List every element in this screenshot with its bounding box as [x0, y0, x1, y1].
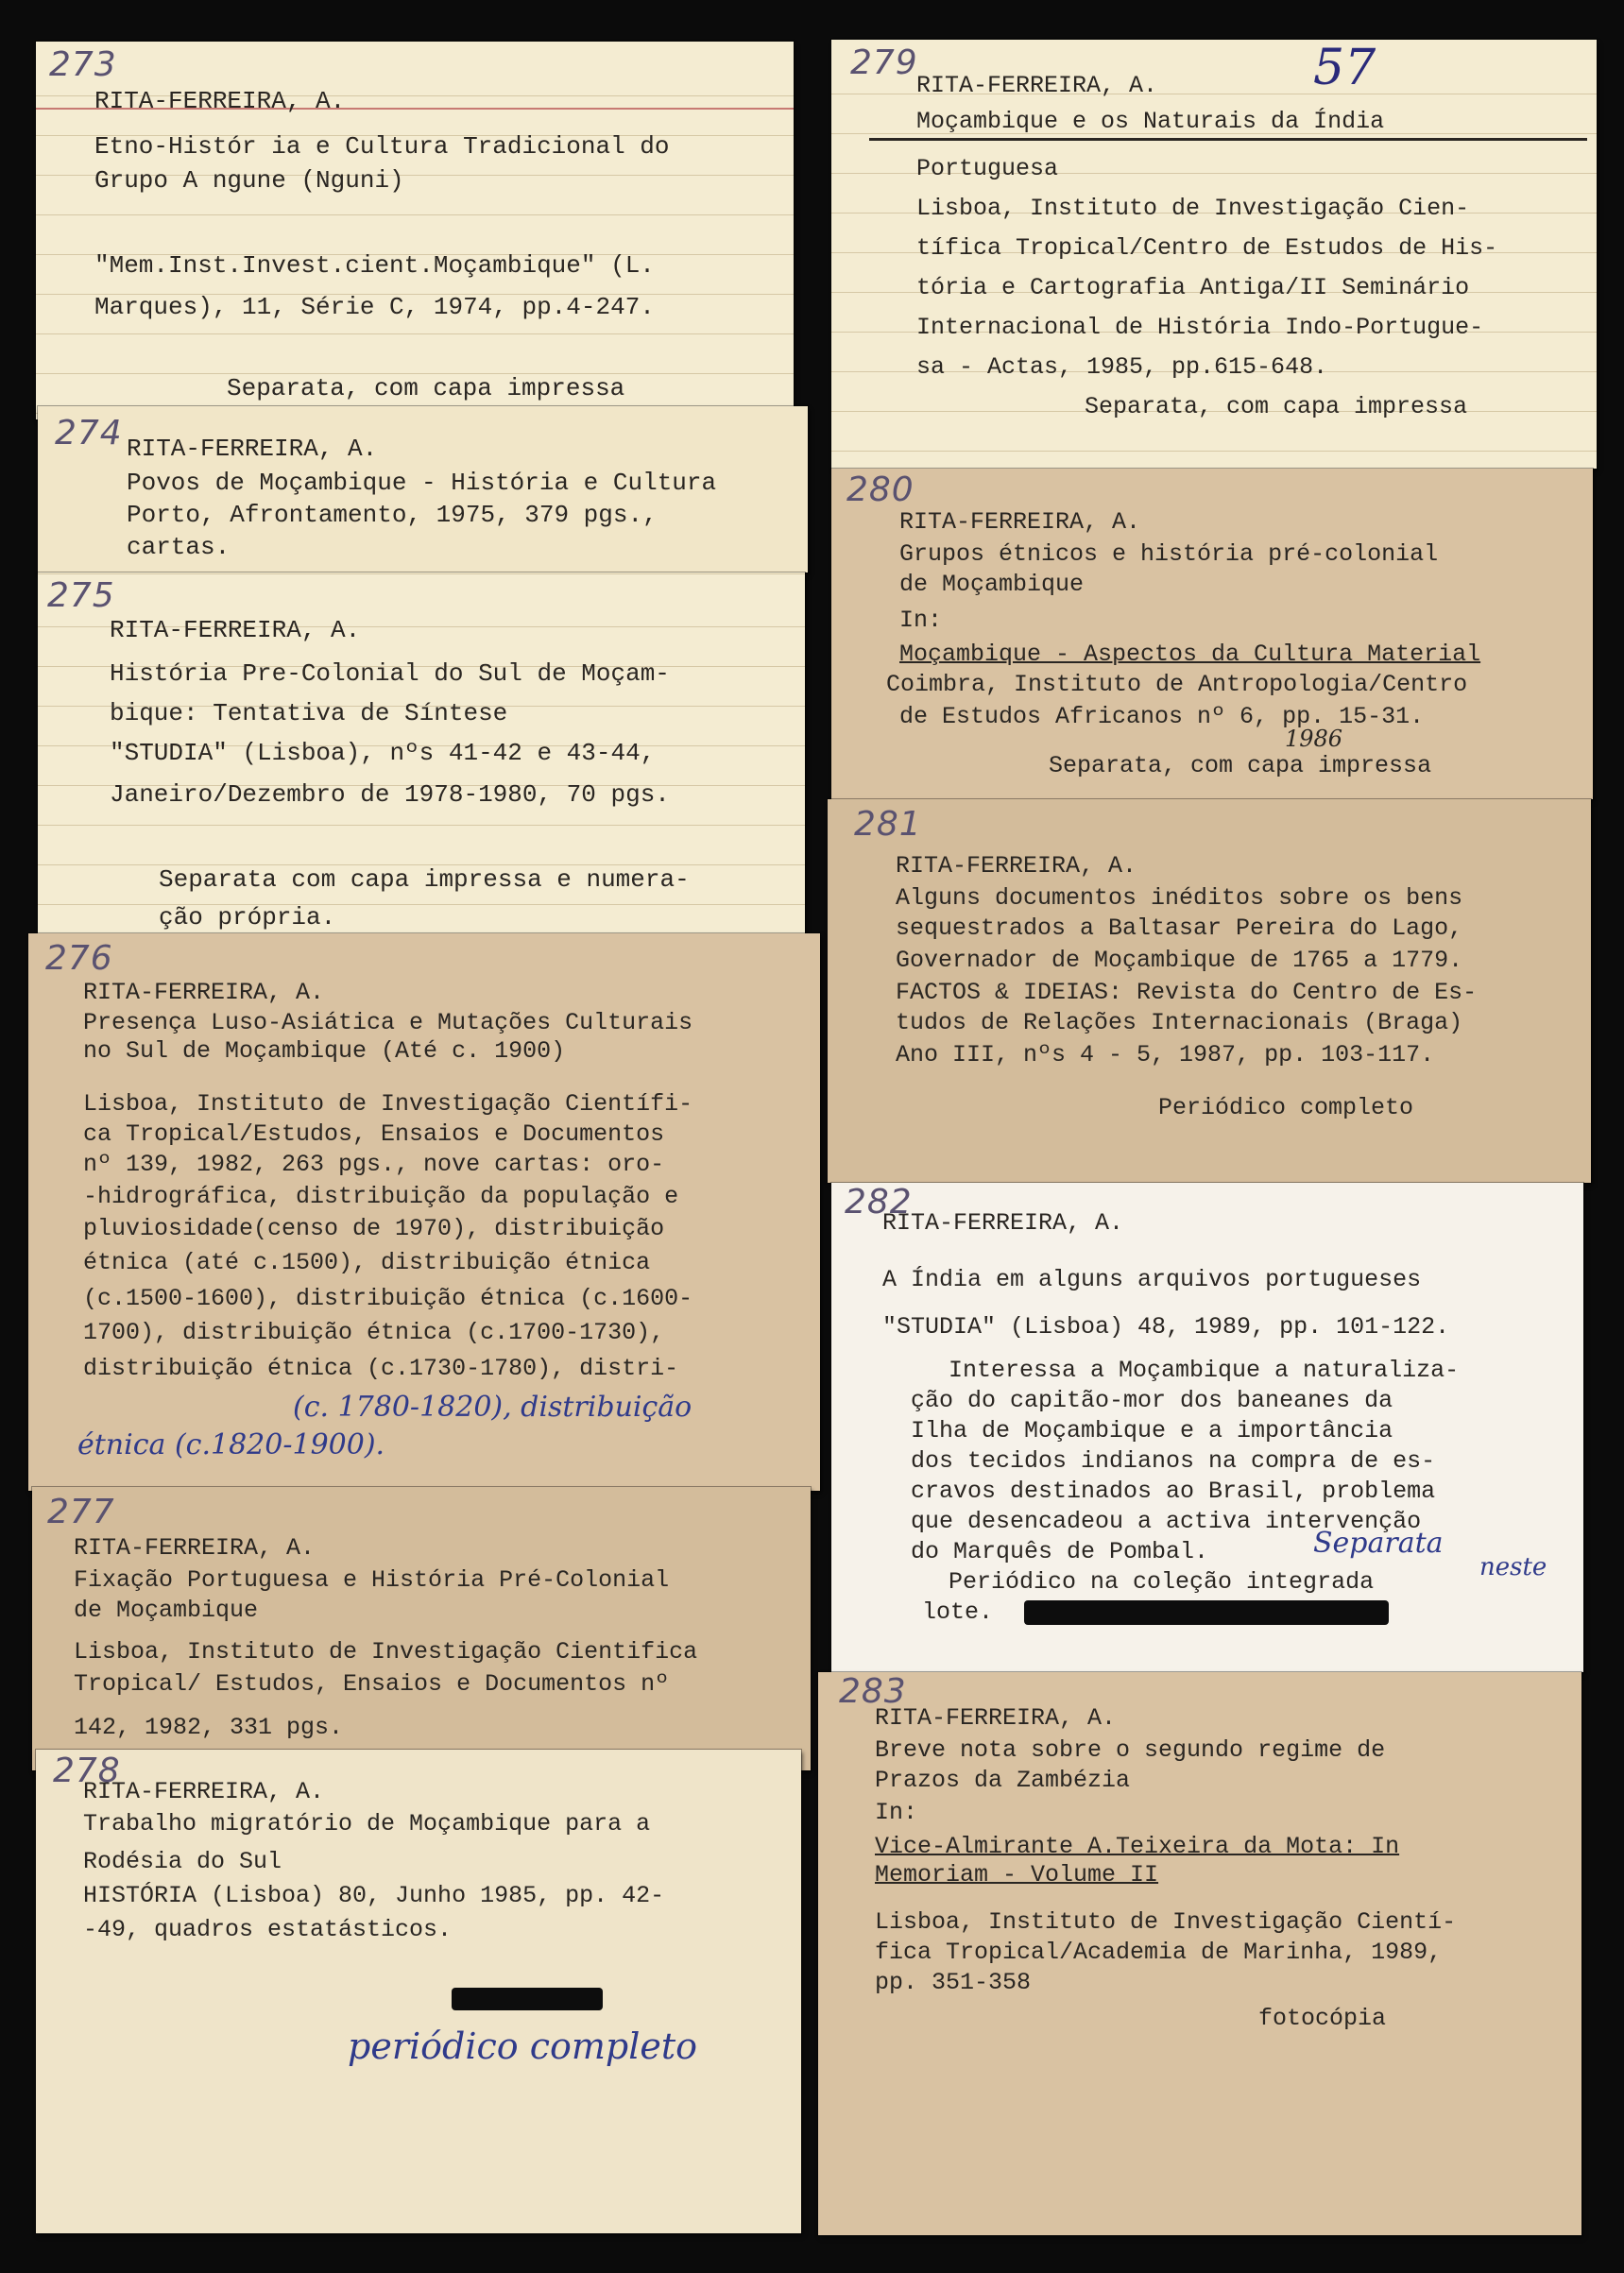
card-source-line: (c.1500-1600), distribuição étnica (c.1600- — [83, 1285, 693, 1312]
card-source-line: pluviosidade(censo de 1970), distribuição — [83, 1215, 665, 1242]
card-note: fotocópia — [1258, 2005, 1387, 2032]
card-source-line: Janeiro/Dezembro de 1978-1980, 70 pgs. — [110, 780, 670, 809]
card-note-line: Periódico na coleção integrada — [949, 1568, 1375, 1596]
card-title-line: Prazos da Zambézia — [875, 1767, 1131, 1794]
handwritten-addition: étnica (c.1820-1900). — [77, 1428, 385, 1461]
card-note-line: do Marquês de Pombal. — [911, 1538, 1209, 1565]
card-note-line: lote. — [922, 1598, 994, 1626]
handwritten-addition: periódico completo — [348, 2025, 698, 2067]
catalog-card-275 — [38, 573, 805, 943]
card-title-line: Fixação Portuguesa e História Pré-Colonial — [74, 1566, 670, 1594]
card-title-line: História Pre-Colonial do Sul de Moçam- — [110, 659, 670, 688]
card-author: RITA-FERREIRA, A. — [882, 1209, 1124, 1237]
card-note-line: ção do capitão-mor dos baneanes da — [911, 1387, 1393, 1414]
card-number: 283 — [839, 1672, 907, 1711]
card-author: RITA-FERREIRA, A. — [110, 616, 361, 644]
card-source-line: étnica (até c.1500), distribuição étnica — [83, 1249, 651, 1276]
catalog-card-281 — [828, 799, 1591, 1183]
card-number: 275 — [47, 576, 115, 615]
card-author: RITA-FERREIRA, A. — [899, 508, 1141, 536]
card-source-line: -49, quadros estatásticos. — [83, 1916, 453, 1943]
title-rule — [869, 138, 1587, 141]
card-title-line: Presença Luso-Asiática e Mutações Culturais — [83, 1009, 693, 1036]
card-source-line: fica Tropical/Academia de Marinha, 1989, — [875, 1939, 1443, 1966]
card-note: Separata, com capa impressa — [1049, 752, 1432, 779]
handwritten-addition: Separata — [1313, 1527, 1444, 1560]
card-host-title: Moçambique - Aspectos da Cultura Material — [899, 641, 1481, 668]
card-author: RITA-FERREIRA, A. — [83, 979, 325, 1006]
card-number: 282 — [845, 1183, 913, 1222]
card-note-line: Ilha de Moçambique e a importância — [911, 1417, 1393, 1444]
card-source-line: Lisboa, Instituto de Investigação Cientifica — [74, 1638, 698, 1666]
card-source-line: 142, 1982, 331 pgs. — [74, 1714, 344, 1741]
card-number: 273 — [49, 45, 117, 84]
card-source-line: pp. 351-358 — [875, 1969, 1032, 1996]
card-source-line: -hidrográfica, distribuição da população e — [83, 1183, 679, 1210]
card-title-line: bique: Tentativa de Síntese — [110, 699, 508, 727]
card-number: 279 — [850, 43, 918, 82]
card-source-line: sa - Actas, 1985, pp.615-648. — [916, 353, 1328, 381]
catalog-card-283 — [818, 1672, 1581, 2235]
card-number: 274 — [55, 414, 123, 453]
card-note-line: Interessa a Moçambique a naturaliza- — [949, 1357, 1460, 1384]
card-note-line: cravos destinados ao Brasil, problema — [911, 1478, 1436, 1505]
catalog-card-282 — [831, 1183, 1583, 1672]
card-author: RITA-FERREIRA, A. — [127, 435, 378, 463]
card-number: 281 — [854, 805, 922, 844]
card-source-line: "STUDIA" (Lisboa), nºs 41-42 e 43-44, — [110, 739, 656, 767]
card-author: RITA-FERREIRA, A. — [896, 852, 1137, 880]
card-source-line: nº 139, 1982, 263 pgs., nove cartas: oro- — [83, 1151, 665, 1178]
card-source-line: tífica Tropical/Centro de Estudos de His- — [916, 234, 1498, 262]
card-title-line: Grupos étnicos e história pré-colonial — [899, 540, 1439, 568]
card-source-line: HISTÓRIA (Lisboa) 80, Junho 1985, pp. 42- — [83, 1882, 665, 1909]
card-title-line: Governador de Moçambique de 1765 a 1779. — [896, 947, 1463, 974]
card-source-line: ca Tropical/Estudos, Ensaios e Documentos — [83, 1120, 665, 1148]
card-title-line: Rodésia do Sul — [83, 1848, 282, 1875]
card-author: RITA-FERREIRA, A. — [916, 72, 1158, 99]
card-note-line: que desencadeou a activa intervenção — [911, 1508, 1422, 1535]
card-source-line: In: — [875, 1799, 918, 1826]
card-source-line: Lisboa, Instituto de Investigação Científi- — [83, 1090, 693, 1118]
redacted-text — [452, 1988, 603, 2010]
card-number: 277 — [47, 1493, 115, 1531]
card-note: Periódico completo — [1158, 1094, 1414, 1121]
redacted-text — [1024, 1600, 1389, 1625]
card-source-line: "STUDIA" (Lisboa) 48, 1989, pp. 101-122. — [882, 1313, 1450, 1341]
handwritten-addition: neste — [1479, 1553, 1547, 1581]
card-source-line: FACTOS & IDEIAS: Revista do Centro de Es- — [896, 979, 1478, 1006]
handwritten-addition: (c. 1780-1820), distribuição — [293, 1391, 692, 1424]
card-number: 280 — [846, 470, 915, 509]
card-number: 278 — [53, 1752, 121, 1790]
card-host-title: Memoriam - Volume II — [875, 1861, 1159, 1888]
card-source-line: de Estudos Africanos nº 6, pp. 15-31. — [899, 703, 1425, 730]
catalog-card-278 — [36, 1750, 801, 2233]
card-source-line: In: — [899, 607, 943, 634]
card-title-line: Grupo A ngune (Nguni) — [94, 166, 404, 195]
card-title-line: de Moçambique — [74, 1597, 259, 1624]
card-source-line: Coimbra, Instituto de Antropologia/Centro — [886, 671, 1468, 698]
card-note-line: dos tecidos indianos na compra de es- — [911, 1447, 1436, 1475]
card-source-line: distribuição étnica (c.1730-1780), distri- — [83, 1355, 679, 1382]
card-source-line: "Mem.Inst.Invest.cient.Moçambique" (L. — [94, 251, 655, 280]
card-title-line: sequestrados a Baltasar Pereira do Lago, — [896, 914, 1463, 942]
catalog-card-276 — [28, 933, 820, 1491]
card-source-line: tória e Cartografia Antiga/II Seminário — [916, 274, 1470, 301]
card-source-line: Ano III, nºs 4 - 5, 1987, pp. 103-117. — [896, 1041, 1435, 1068]
catalog-card-279 — [831, 40, 1597, 469]
card-title-line: Breve nota sobre o segundo regime de — [875, 1736, 1386, 1764]
card-note: Separata com capa impressa e numera- — [159, 865, 690, 894]
card-note: Separata, com capa impressa — [1085, 393, 1468, 420]
card-source-line: Lisboa, Instituto de Investigação Cientí- — [875, 1908, 1457, 1936]
handwritten-annotation: 57 — [1313, 40, 1376, 96]
card-source-line: tudos de Relações Internacionais (Braga) — [896, 1009, 1463, 1036]
card-title-line: Etno-Histór ia e Cultura Tradicional do — [94, 132, 670, 161]
card-source-line: Marques), 11, Série C, 1974, pp.4-247. — [94, 293, 655, 321]
card-author: RITA-FERREIRA, A. — [74, 1534, 316, 1562]
catalog-card-273 — [36, 42, 794, 419]
card-note: Separata, com capa impressa — [227, 374, 625, 402]
card-source-line: Lisboa, Instituto de Investigação Cien- — [916, 195, 1470, 222]
card-number: 276 — [45, 939, 113, 978]
card-title-line: de Moçambique — [899, 571, 1085, 598]
card-source-line: Porto, Afrontamento, 1975, 379 pgs., — [127, 501, 658, 529]
card-source-line: Internacional de História Indo-Portugue- — [916, 314, 1484, 341]
handwritten-addition: 1986 — [1285, 726, 1343, 752]
card-source-line: Tropical/ Estudos, Ensaios e Documentos nº — [74, 1670, 670, 1698]
card-title-line: no Sul de Moçambique (Até c. 1900) — [83, 1037, 566, 1065]
card-author: RITA-FERREIRA, A. — [94, 87, 346, 115]
card-source-line: cartas. — [127, 533, 231, 561]
card-author: RITA-FERREIRA, A. — [83, 1778, 325, 1805]
catalog-card-277 — [32, 1487, 811, 1770]
card-source-line: 1700), distribuição étnica (c.1700-1730), — [83, 1319, 665, 1346]
card-note: ção própria. — [159, 903, 336, 931]
card-title-line: Alguns documentos inéditos sobre os bens — [896, 884, 1463, 912]
card-title-line: A Índia em alguns arquivos portugueses — [882, 1266, 1422, 1293]
card-title-line: Povos de Moçambique - História e Cultura — [127, 469, 717, 497]
catalog-card-280 — [831, 469, 1593, 799]
card-host-title: Vice-Almirante A.Teixeira da Mota: In — [875, 1833, 1400, 1860]
card-title-line: Portuguesa — [916, 155, 1059, 182]
card-title-line: Trabalho migratório de Moçambique para a — [83, 1810, 651, 1837]
card-author: RITA-FERREIRA, A. — [875, 1704, 1117, 1732]
catalog-card-274 — [38, 406, 808, 573]
card-title-line: Moçambique e os Naturais da Índia — [916, 108, 1385, 135]
